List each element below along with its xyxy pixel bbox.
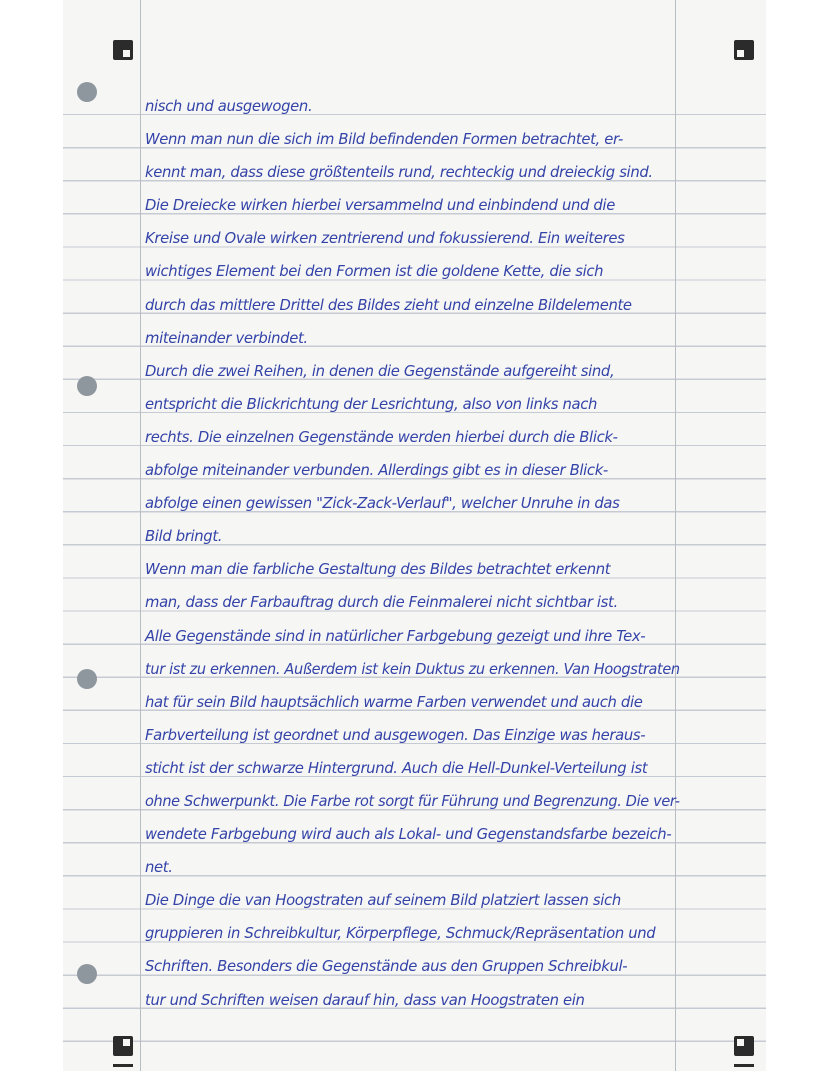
text-line: kennt man, dass diese größtenteils rund, rechteckig und dreieckig sind. bbox=[145, 164, 653, 182]
text-line: abfolge miteinander verbunden. Allerdings gibt es in dieser Blick- bbox=[145, 462, 608, 480]
bottom-tick-right-icon bbox=[734, 1064, 754, 1067]
text-line: abfolge einen gewissen "Zick-Zack-Verlauf", welcher Unruhe in das bbox=[145, 495, 620, 513]
text-line: gruppieren in Schreibkultur, Körperpflege, Schmuck/Repräsentation und bbox=[145, 925, 656, 943]
text-line: net. bbox=[145, 859, 173, 877]
text-line: durch das mittlere Drittel des Bildes zieht und einzelne Bildelemente bbox=[145, 296, 632, 314]
text-line: Schriften. Besonders die Gegenstände aus den Gruppen Schreibkul- bbox=[145, 958, 628, 976]
text-line: sticht ist der schwarze Hintergrund. Auch die Hell-Dunkel-Verteilung ist bbox=[145, 759, 648, 777]
text-line: Alle Gegenstände sind in natürlicher Farbgebung gezeigt und ihre Tex- bbox=[145, 627, 646, 645]
text-line: rechts. Die einzelnen Gegenstände werden hierbei durch die Blick- bbox=[145, 428, 618, 446]
text-line: Wenn man nun die sich im Bild befindenden Formen betrachtet, er- bbox=[145, 131, 623, 149]
punch-hole-icon bbox=[77, 82, 97, 102]
text-line: wichtiges Element bei den Formen ist die goldene Kette, die sich bbox=[145, 263, 604, 281]
text-line: wendete Farbgebung wird auch als Lokal- und Gegenstandsfarbe bezeich- bbox=[145, 826, 672, 844]
text-line: Durch die zwei Reihen, in denen die Gegenstände aufgereiht sind, bbox=[145, 362, 615, 380]
text-line: Die Dinge die van Hoogstraten auf seinem Bild platziert lassen sich bbox=[145, 892, 621, 910]
text-line: Kreise und Ovale wirken zentrierend und fokussierend. Ein weiteres bbox=[145, 230, 625, 248]
text-line: miteinander verbindet. bbox=[145, 329, 308, 347]
punch-hole-icon bbox=[77, 376, 97, 396]
punch-hole-icon bbox=[77, 964, 97, 984]
handwritten-text bbox=[145, 90, 680, 1017]
corner-marker-top-left-icon bbox=[113, 40, 133, 60]
text-line: ohne Schwerpunkt. Die Farbe rot sorgt für Führung und Begrenzung. Die ver- bbox=[145, 792, 680, 810]
text-line: nisch und ausgewogen. bbox=[145, 98, 313, 115]
text-line: tur ist zu erkennen. Außerdem ist kein Duktus zu erkennen. Van Hoogstraten bbox=[145, 660, 680, 678]
text-line: Farbverteilung ist geordnet und ausgewogen. Das Einzige was heraus- bbox=[145, 726, 646, 744]
text-line: tur und Schriften weisen darauf hin, dass van Hoogstraten ein bbox=[145, 991, 585, 1009]
text-line: entspricht die Blickrichtung der Lesrichtung, also von links nach bbox=[145, 395, 598, 413]
text-line: hat für sein Bild hauptsächlich warme Farben verwendet und auch die bbox=[145, 693, 643, 711]
corner-marker-top-right-icon bbox=[734, 40, 754, 60]
text-line: man, dass der Farbauftrag durch die Feinmalerei nicht sichtbar ist. bbox=[145, 594, 618, 612]
left-margin-line bbox=[140, 0, 141, 1071]
bottom-tick-left-icon bbox=[113, 1064, 133, 1067]
corner-marker-bottom-left-icon bbox=[113, 1036, 133, 1056]
text-line: Die Dreiecke wirken hierbei versammelnd und einbindend und die bbox=[145, 197, 615, 215]
text-line: Bild bringt. bbox=[145, 528, 223, 546]
corner-marker-bottom-right-icon bbox=[734, 1036, 754, 1056]
page-header-area bbox=[63, 0, 766, 82]
text-line: Wenn man die farbliche Gestaltung des Bildes betrachtet erkennt bbox=[145, 561, 611, 579]
punch-hole-icon bbox=[77, 669, 97, 689]
